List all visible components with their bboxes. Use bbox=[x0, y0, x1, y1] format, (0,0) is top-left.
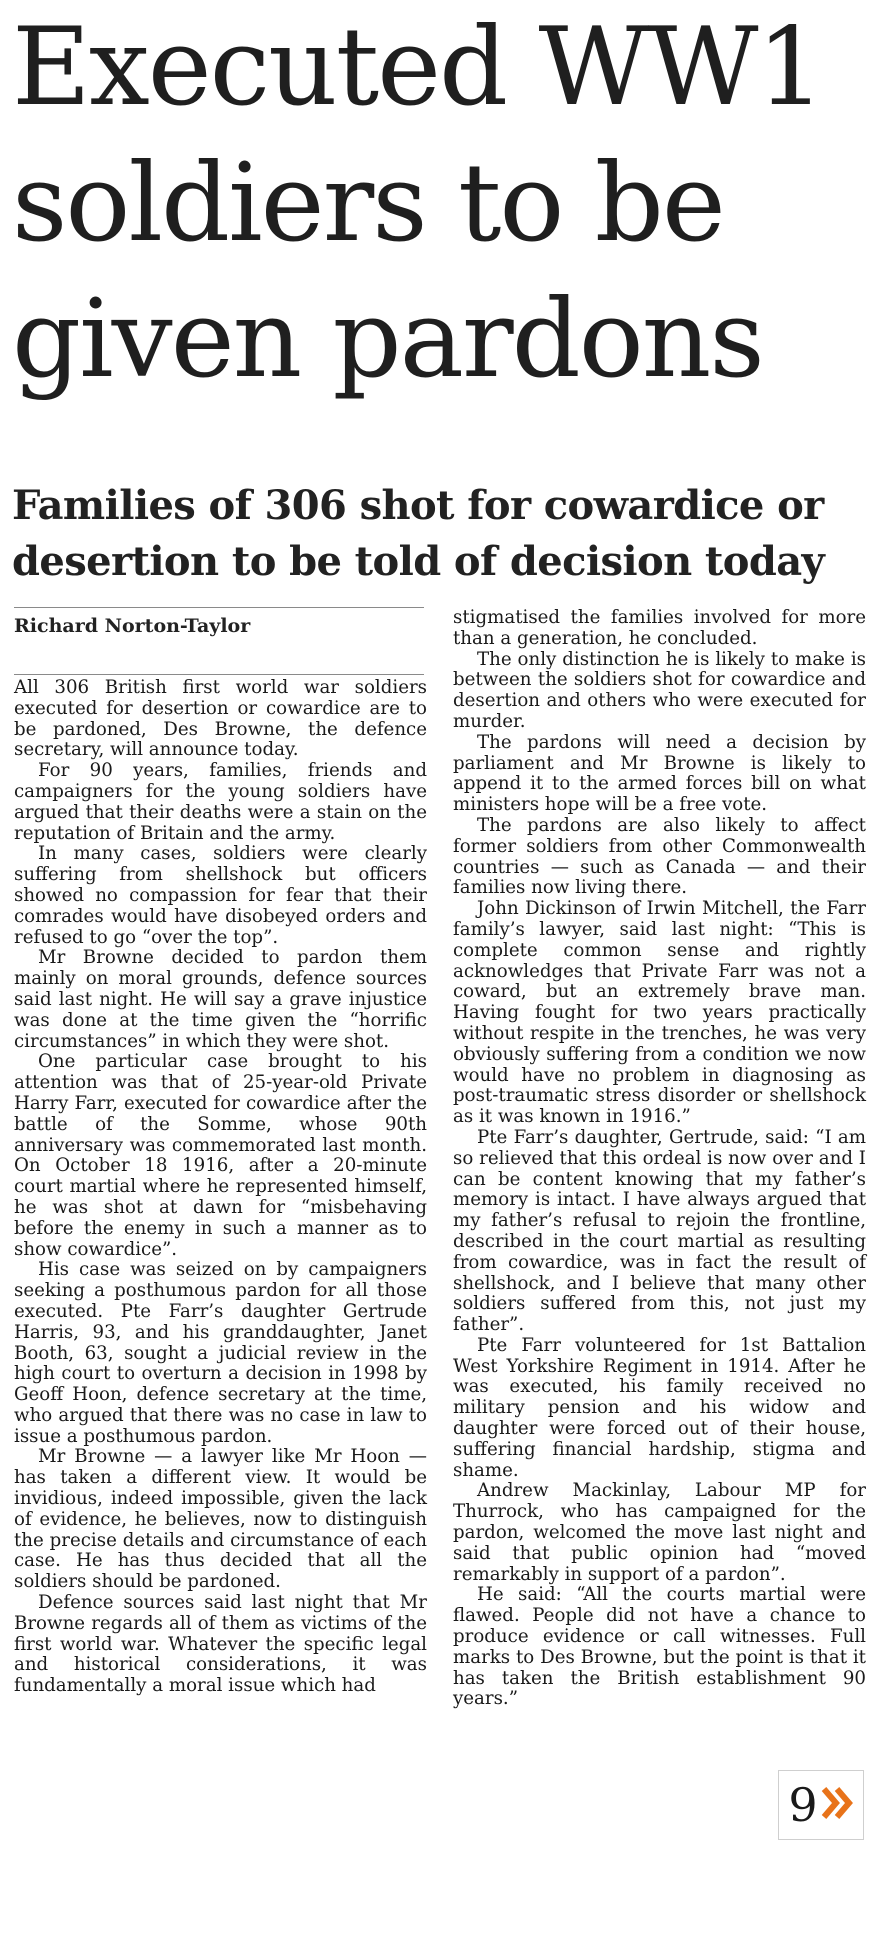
article-paragraph: stigmatised the families involved for more than a generation, he concluded. bbox=[453, 607, 866, 649]
article-paragraph: His case was seized on by campaigners seeking a posthumous pardon for all those executed. Pte Farr’s daughter Gertrude Harris, 93, and his granddaughter, Janet Booth, 63, sought a judicial review in the high court to overturn a decision in 1998 by Geoff Hoon, defence secretary at the time, who argued that there was no case in law to issue a posthumous pardon. bbox=[14, 1259, 427, 1447]
byline-divider-bottom bbox=[14, 674, 424, 675]
article-paragraph: Mr Browne — a lawyer like Mr Hoon — has taken a different view. It would be invidious, indeed impossible, given the lack of evidence, he believes, now to distinguish the precise details and circumstance of each case. He has thus decided that all the soldiers should be pardoned. bbox=[14, 1446, 427, 1593]
article-paragraph: He said: “All the courts martial were flawed. People did not have a chance to produce evidence or call witnesses. Full marks to Des Browne, but the point is that it has taken the British establishment 90 years.” bbox=[453, 1584, 866, 1710]
article-paragraph: Pte Farr volunteered for 1st Battalion West Yorkshire Regiment in 1914. After he was executed, his family received no military pension and his widow and daughter were forced out of their house, suffering financial hardship, stigma and shame. bbox=[453, 1334, 866, 1481]
article-column-left bbox=[14, 678, 427, 1697]
headline bbox=[12, 0, 872, 408]
article-paragraph: For 90 years, families, friends and campaigners for the young soldiers have argued that their deaths were a stain on the reputation of Britain and the army. bbox=[14, 760, 427, 844]
article-paragraph: John Dickinson of Irwin Mitchell, the Farr family’s lawyer, said last night: “This is complete common sense and rightly acknowledges that Private Farr was not a coward, but an extremely brave man. Having fought for two years practically without respite in the trenches, he was very obviously suffering from a condition we now would have no problem in diagnosing as post-traumatic stress disorder or shellshock as it was known in 1916.” bbox=[453, 898, 866, 1128]
article-paragraph: The pardons will need a decision by parliament and Mr Browne is likely to append it to the armed forces bill on what ministers hope will be a free vote. bbox=[453, 731, 866, 816]
headline-line: Executed WW1 bbox=[12, 5, 824, 130]
article-paragraph: The pardons are also likely to affect former soldiers from other Commonwealth countries — such as Canada — and their families now living there. bbox=[453, 814, 866, 899]
article-paragraph: The only distinction he is likely to make is between the soldiers shot for cowardice and desertion and others who were executed for murder. bbox=[453, 648, 866, 732]
headline-line: soldiers to be bbox=[12, 141, 724, 266]
byline-divider-top bbox=[14, 607, 424, 608]
headline-line: given pardons bbox=[12, 277, 763, 402]
article-paragraph: All 306 British first world war soldiers executed for desertion or cowardice are to be pardoned, Des Browne, the defence secretary, will announce today. bbox=[14, 677, 427, 761]
article-paragraph: Pte Farr’s daughter, Gertrude, said: “I am so relieved that this ordeal is now over and I can be content knowing that my father’s memory is intact. I have always argued that my father’s refusal to rejoin the frontline, described in the court martial as resulting from cowardice, was in fact the result of shellshock, and I believe that many other soldiers suffered from this, not just my father”. bbox=[453, 1126, 866, 1336]
page-number: 9 bbox=[788, 1778, 818, 1832]
article-column-right bbox=[453, 608, 866, 1710]
article-paragraph: Andrew Mackinlay, Labour MP for Thurrock, who has campaigned for the pardon, welcomed the move last night and said that public opinion had “moved remarkably in support of a pardon”. bbox=[453, 1480, 866, 1585]
article-paragraph: One particular case brought to his attention was that of 25-year-old Private Harry Farr, executed for cowardice after the battle of the Somme, whose 90th anniversary was commemorated last month. On October 18 1916, after a 20-minute court martial where he represented himself, he was shot at dawn for “misbehaving before the enemy in such a manner as to show cowardice”. bbox=[14, 1051, 427, 1260]
page-number-flag bbox=[778, 1770, 864, 1840]
byline: Richard Norton-Taylor bbox=[14, 615, 251, 637]
standfirst-line: desertion to be told of decision today bbox=[12, 538, 825, 585]
article-paragraph: Defence sources said last night that Mr Browne regards all of them as victims of the first world war. Whatever the specific legal and historical considerations, it was fundamentally a moral issue which had bbox=[14, 1592, 427, 1697]
double-chevron-right-icon bbox=[820, 1783, 854, 1827]
article-paragraph: In many cases, soldiers were clearly suffering from shellshock but officers showed no compassion for fear that their comrades would have disobeyed orders and refused to go “over the top”. bbox=[14, 843, 427, 948]
standfirst-line: Families of 306 shot for cowardice or bbox=[12, 482, 824, 529]
standfirst bbox=[12, 478, 872, 590]
article-paragraph: Mr Browne decided to pardon them mainly on moral grounds, defence sources said last night. He will say a grave injustice was done at the time given the “horrific circumstances” in which they were shot. bbox=[14, 947, 427, 1052]
